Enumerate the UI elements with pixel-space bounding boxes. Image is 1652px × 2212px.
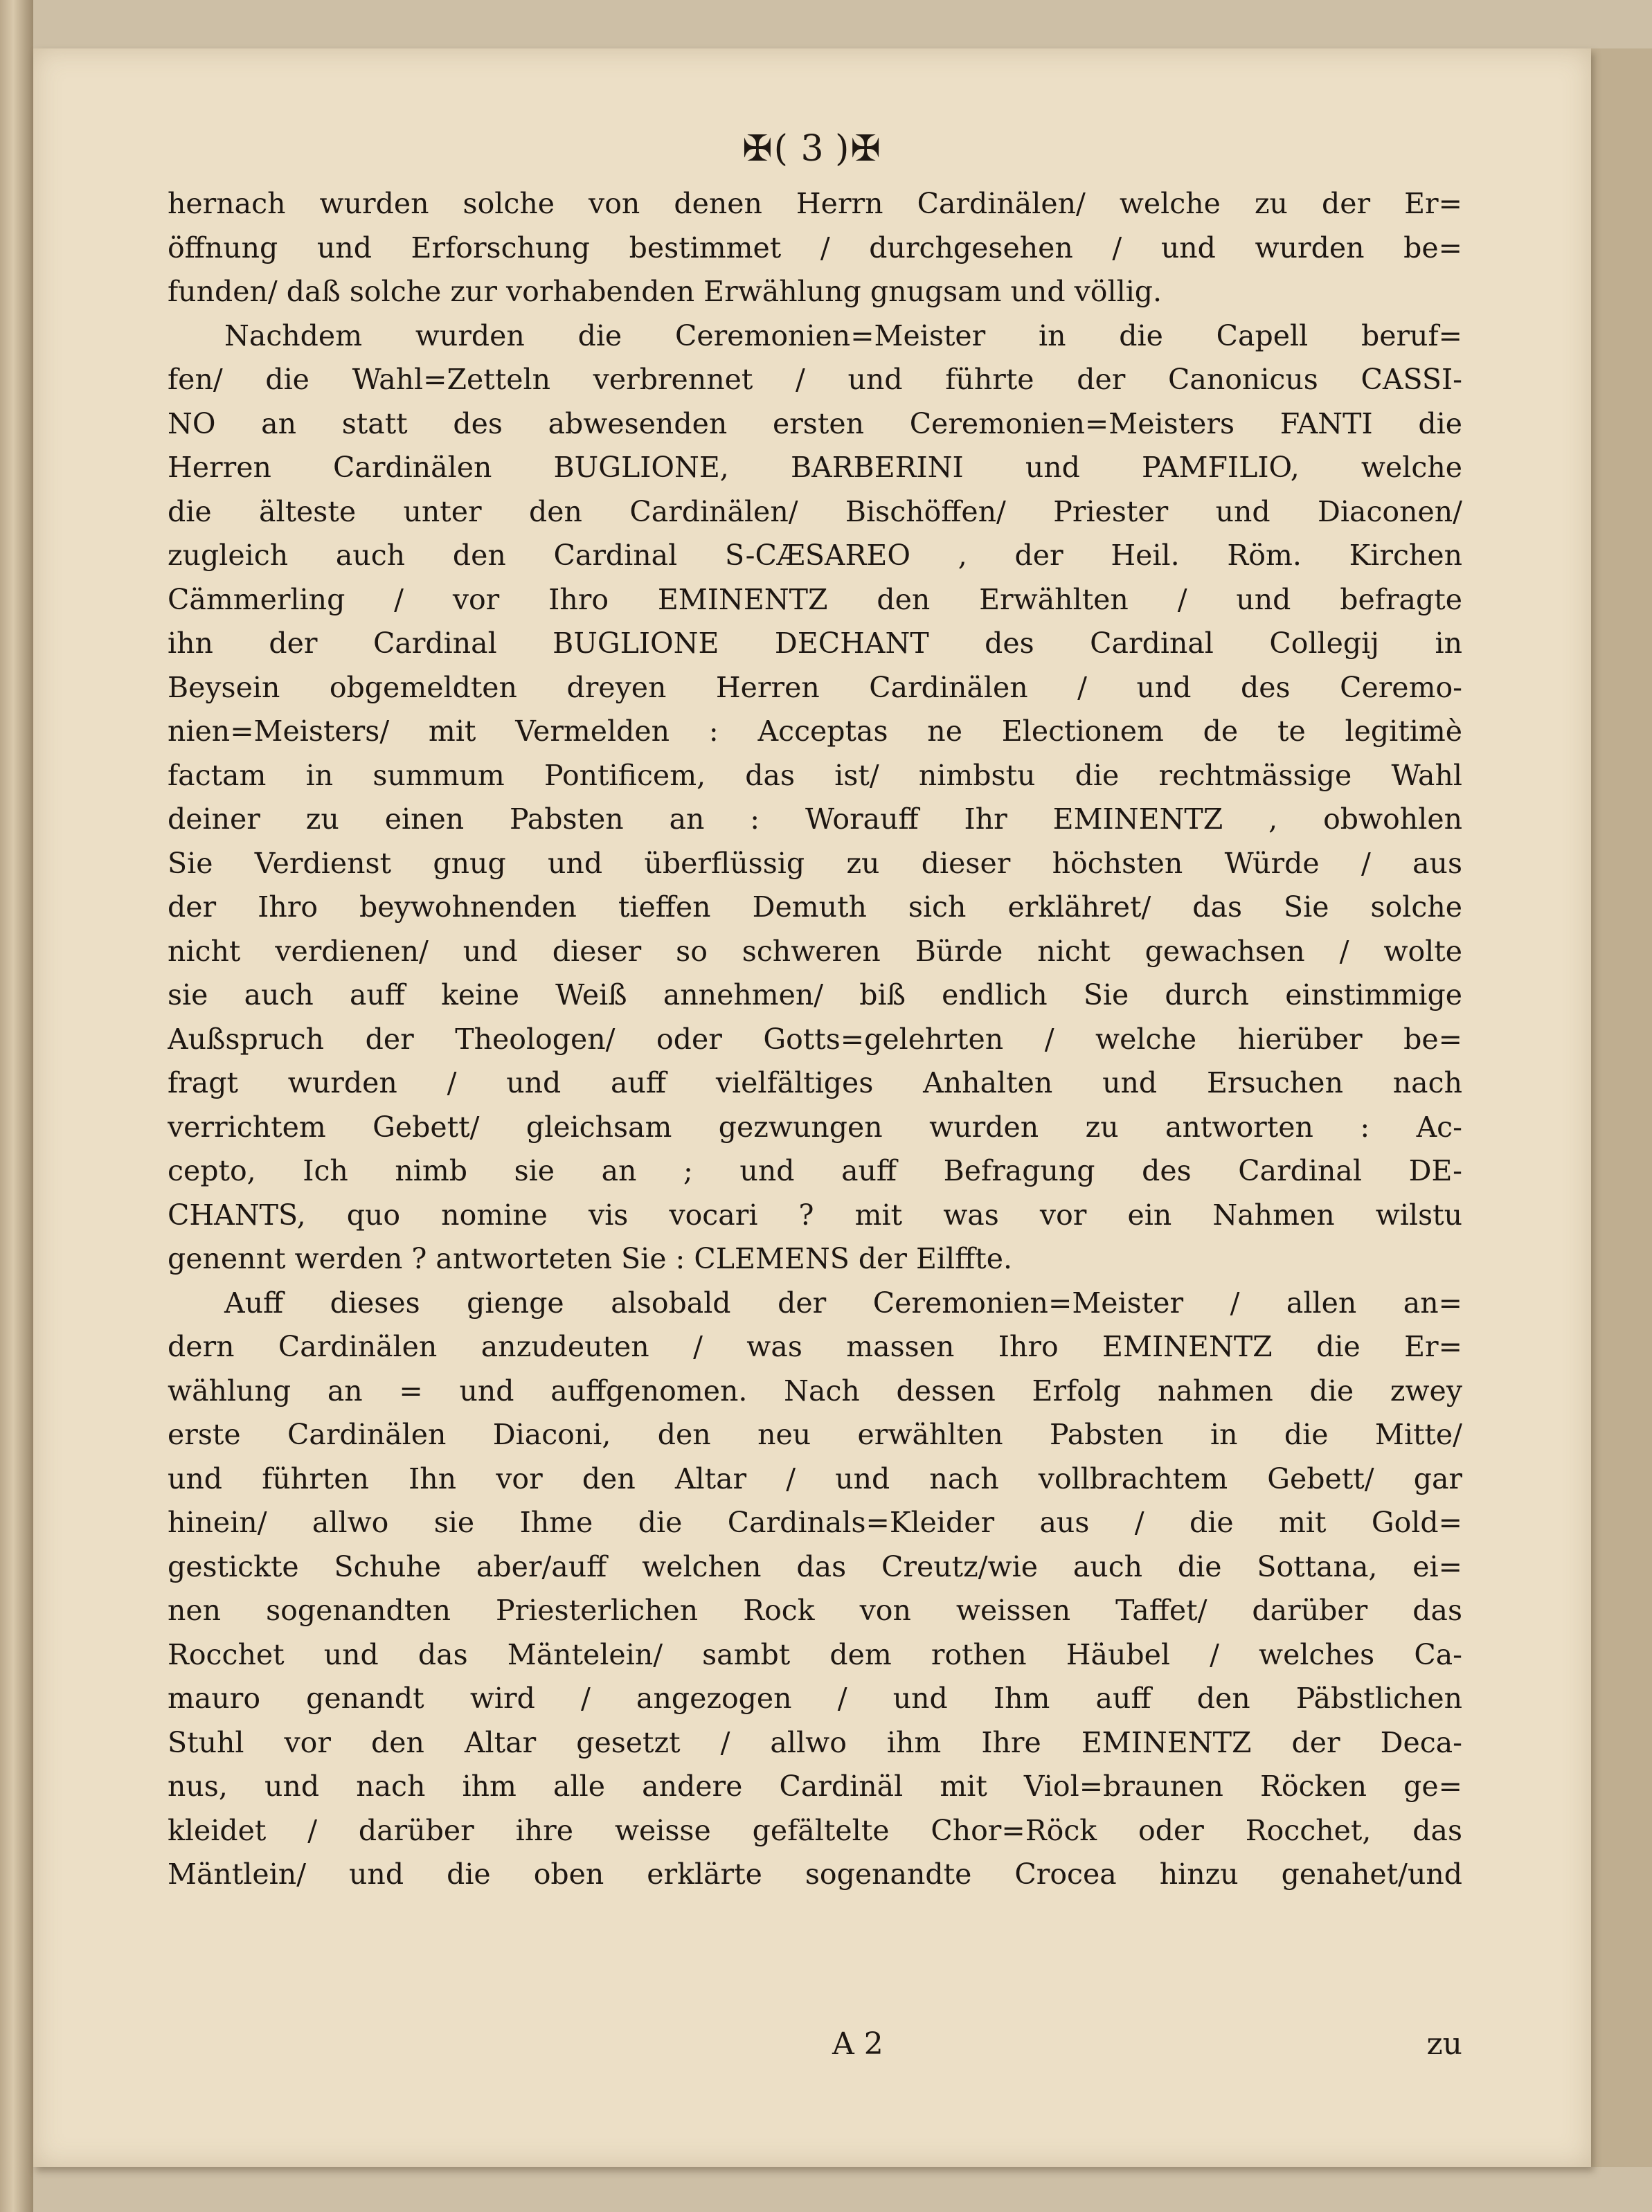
text-line: ihn der Cardinal BUGLIONE DECHANT des Cardinal Collegij in bbox=[168, 627, 1462, 660]
text-line: fen/ die Wahl=Zetteln verbrennet / und führte der Canonicus CASSI- bbox=[168, 363, 1462, 396]
text-line: wählung an = und auffgenomen. Nach dessen Erfolg nahmen die zwey bbox=[168, 1374, 1462, 1408]
text-line: CHANTS, quo nomine vis vocari ? mit was vor ein Nahmen wilstu bbox=[168, 1198, 1462, 1232]
text-line: Cämmerling / vor Ihro EMINENTZ den Erwählten / und befragte bbox=[168, 582, 1462, 616]
text-line: funden/ daß solche zur vorhabenden Erwählung gnugsam und völlig. bbox=[168, 275, 1162, 308]
text-line: gestickte Schuhe aber/auff welchen das Creutz/wie auch die Sottana, ei= bbox=[168, 1549, 1462, 1583]
page-number: 3 bbox=[800, 128, 824, 170]
text-line: genennt werden ? antworteten Sie : CLEMENS der Eilffte. bbox=[168, 1242, 1013, 1275]
text-line: Nachdem wurden die Ceremonien=Meister in die Capell beruf= bbox=[224, 318, 1462, 352]
text-line: der Ihro beywohnenden tieffen Demuth sich erklähret/ das Sie solche bbox=[168, 890, 1462, 924]
text-line: nien=Meisters/ mit Vermelden : Acceptas ne Electionem de te legitimè bbox=[168, 714, 1462, 748]
text-line: Auff dieses gienge alsobald der Ceremonien=Meister / allen an= bbox=[224, 1286, 1462, 1320]
text-line: Mäntlein/ und die oben erklärte sogenandte Crocea hinzu genahet/und bbox=[168, 1858, 1462, 1891]
text-line: factam in summum Pontificem, das ist/ nimbstu die rechtmässige Wahl bbox=[168, 758, 1462, 792]
text-line: nus, und nach ihm alle andere Cardinäl mit Viol=braunen Röcken ge= bbox=[168, 1770, 1462, 1803]
text-line: Sie Verdienst gnug und überflüssig zu dieser höchsten Würde / aus bbox=[168, 846, 1462, 880]
text-line: cepto, Ich nimb sie an ; und auff Befragung des Cardinal DE- bbox=[168, 1154, 1462, 1187]
text-line: Beysein obgemeldten dreyen Herren Cardinälen / und des Ceremo- bbox=[168, 670, 1462, 704]
text-line: verrichtem Gebett/ gleichsam gezwungen wurden zu antworten : Ac- bbox=[168, 1110, 1462, 1144]
catchword: zu bbox=[1426, 2026, 1462, 2062]
text-line: Außspruch der Theologen/ oder Gotts=gelehrten / welche hierüber be= bbox=[168, 1022, 1462, 1056]
text-line: fragt wurden / und auff vielfältiges Anhalten und Ersuchen nach bbox=[168, 1066, 1462, 1099]
text-line: erste Cardinälen Diaconi, den neu erwählten Pabsten in die Mitte/ bbox=[168, 1418, 1462, 1451]
body-text bbox=[168, 182, 1462, 1897]
text-line: NO an statt des abwesenden ersten Ceremonien=Meisters FANTI die bbox=[168, 406, 1462, 440]
text-line: mauro genandt wird / angezogen / und Ihm auff den Päbstlichen bbox=[168, 1682, 1462, 1715]
text-line: dern Cardinälen anzudeuten / was massen Ihro EMINENTZ die Er= bbox=[168, 1330, 1462, 1363]
text-line: öffnung und Erforschung bestimmet / durchgesehen / und wurden be= bbox=[168, 231, 1462, 264]
text-line: Rocchet und das Mäntelein/ sambt dem rothen Häubel / welches Ca- bbox=[168, 1637, 1462, 1671]
text-line: nicht verdienen/ und dieser so schweren Bürde nicht gewachsen / wolte bbox=[168, 934, 1462, 968]
text-line: Herren Cardinälen BUGLIONE, BARBERINI und PAMFILIO, welche bbox=[168, 451, 1462, 484]
text-line: nen sogenandten Priesterlichen Rock von weissen Taffet/ darüber das bbox=[168, 1594, 1462, 1627]
page-footer bbox=[168, 2020, 1462, 2069]
facing-page-edge bbox=[1591, 48, 1652, 2167]
page-header bbox=[33, 128, 1591, 170]
text-line: hinein/ allwo sie Ihme die Cardinals=Kleider aus / die mit Gold= bbox=[168, 1506, 1462, 1539]
text-line: Stuhl vor den Altar gesetzt / allwo ihm Ihre EMINENTZ der Deca- bbox=[168, 1725, 1462, 1759]
text-line: zugleich auch den Cardinal S-CÆSAREO , der Heil. Röm. Kirchen bbox=[168, 539, 1462, 572]
header-ornament-right: )✠ bbox=[835, 128, 882, 170]
text-line: und führten Ihn vor den Altar / und nach vollbrachtem Gebett/ gar bbox=[168, 1462, 1462, 1495]
text-line: die älteste unter den Cardinälen/ Bischöffen/ Priester und Diaconen/ bbox=[168, 494, 1462, 528]
text-line: hernach wurden solche von denen Herrn Cardinälen/ welche zu der Er= bbox=[168, 187, 1462, 220]
text-line: sie auch auff keine Weiß annehmen/ biß endlich Sie durch einstimmige bbox=[168, 978, 1462, 1011]
signature-mark: A 2 bbox=[832, 2026, 883, 2062]
header-ornament-left: ✠( bbox=[742, 128, 789, 170]
text-line: deiner zu einen Pabsten an : Worauff Ihr EMINENTZ , obwohlen bbox=[168, 802, 1462, 836]
text-line: kleidet / darüber ihre weisse gefältelte Chor=Röck oder Rocchet, das bbox=[168, 1813, 1462, 1847]
book-page bbox=[33, 48, 1591, 2167]
binding-gutter bbox=[0, 0, 33, 2212]
